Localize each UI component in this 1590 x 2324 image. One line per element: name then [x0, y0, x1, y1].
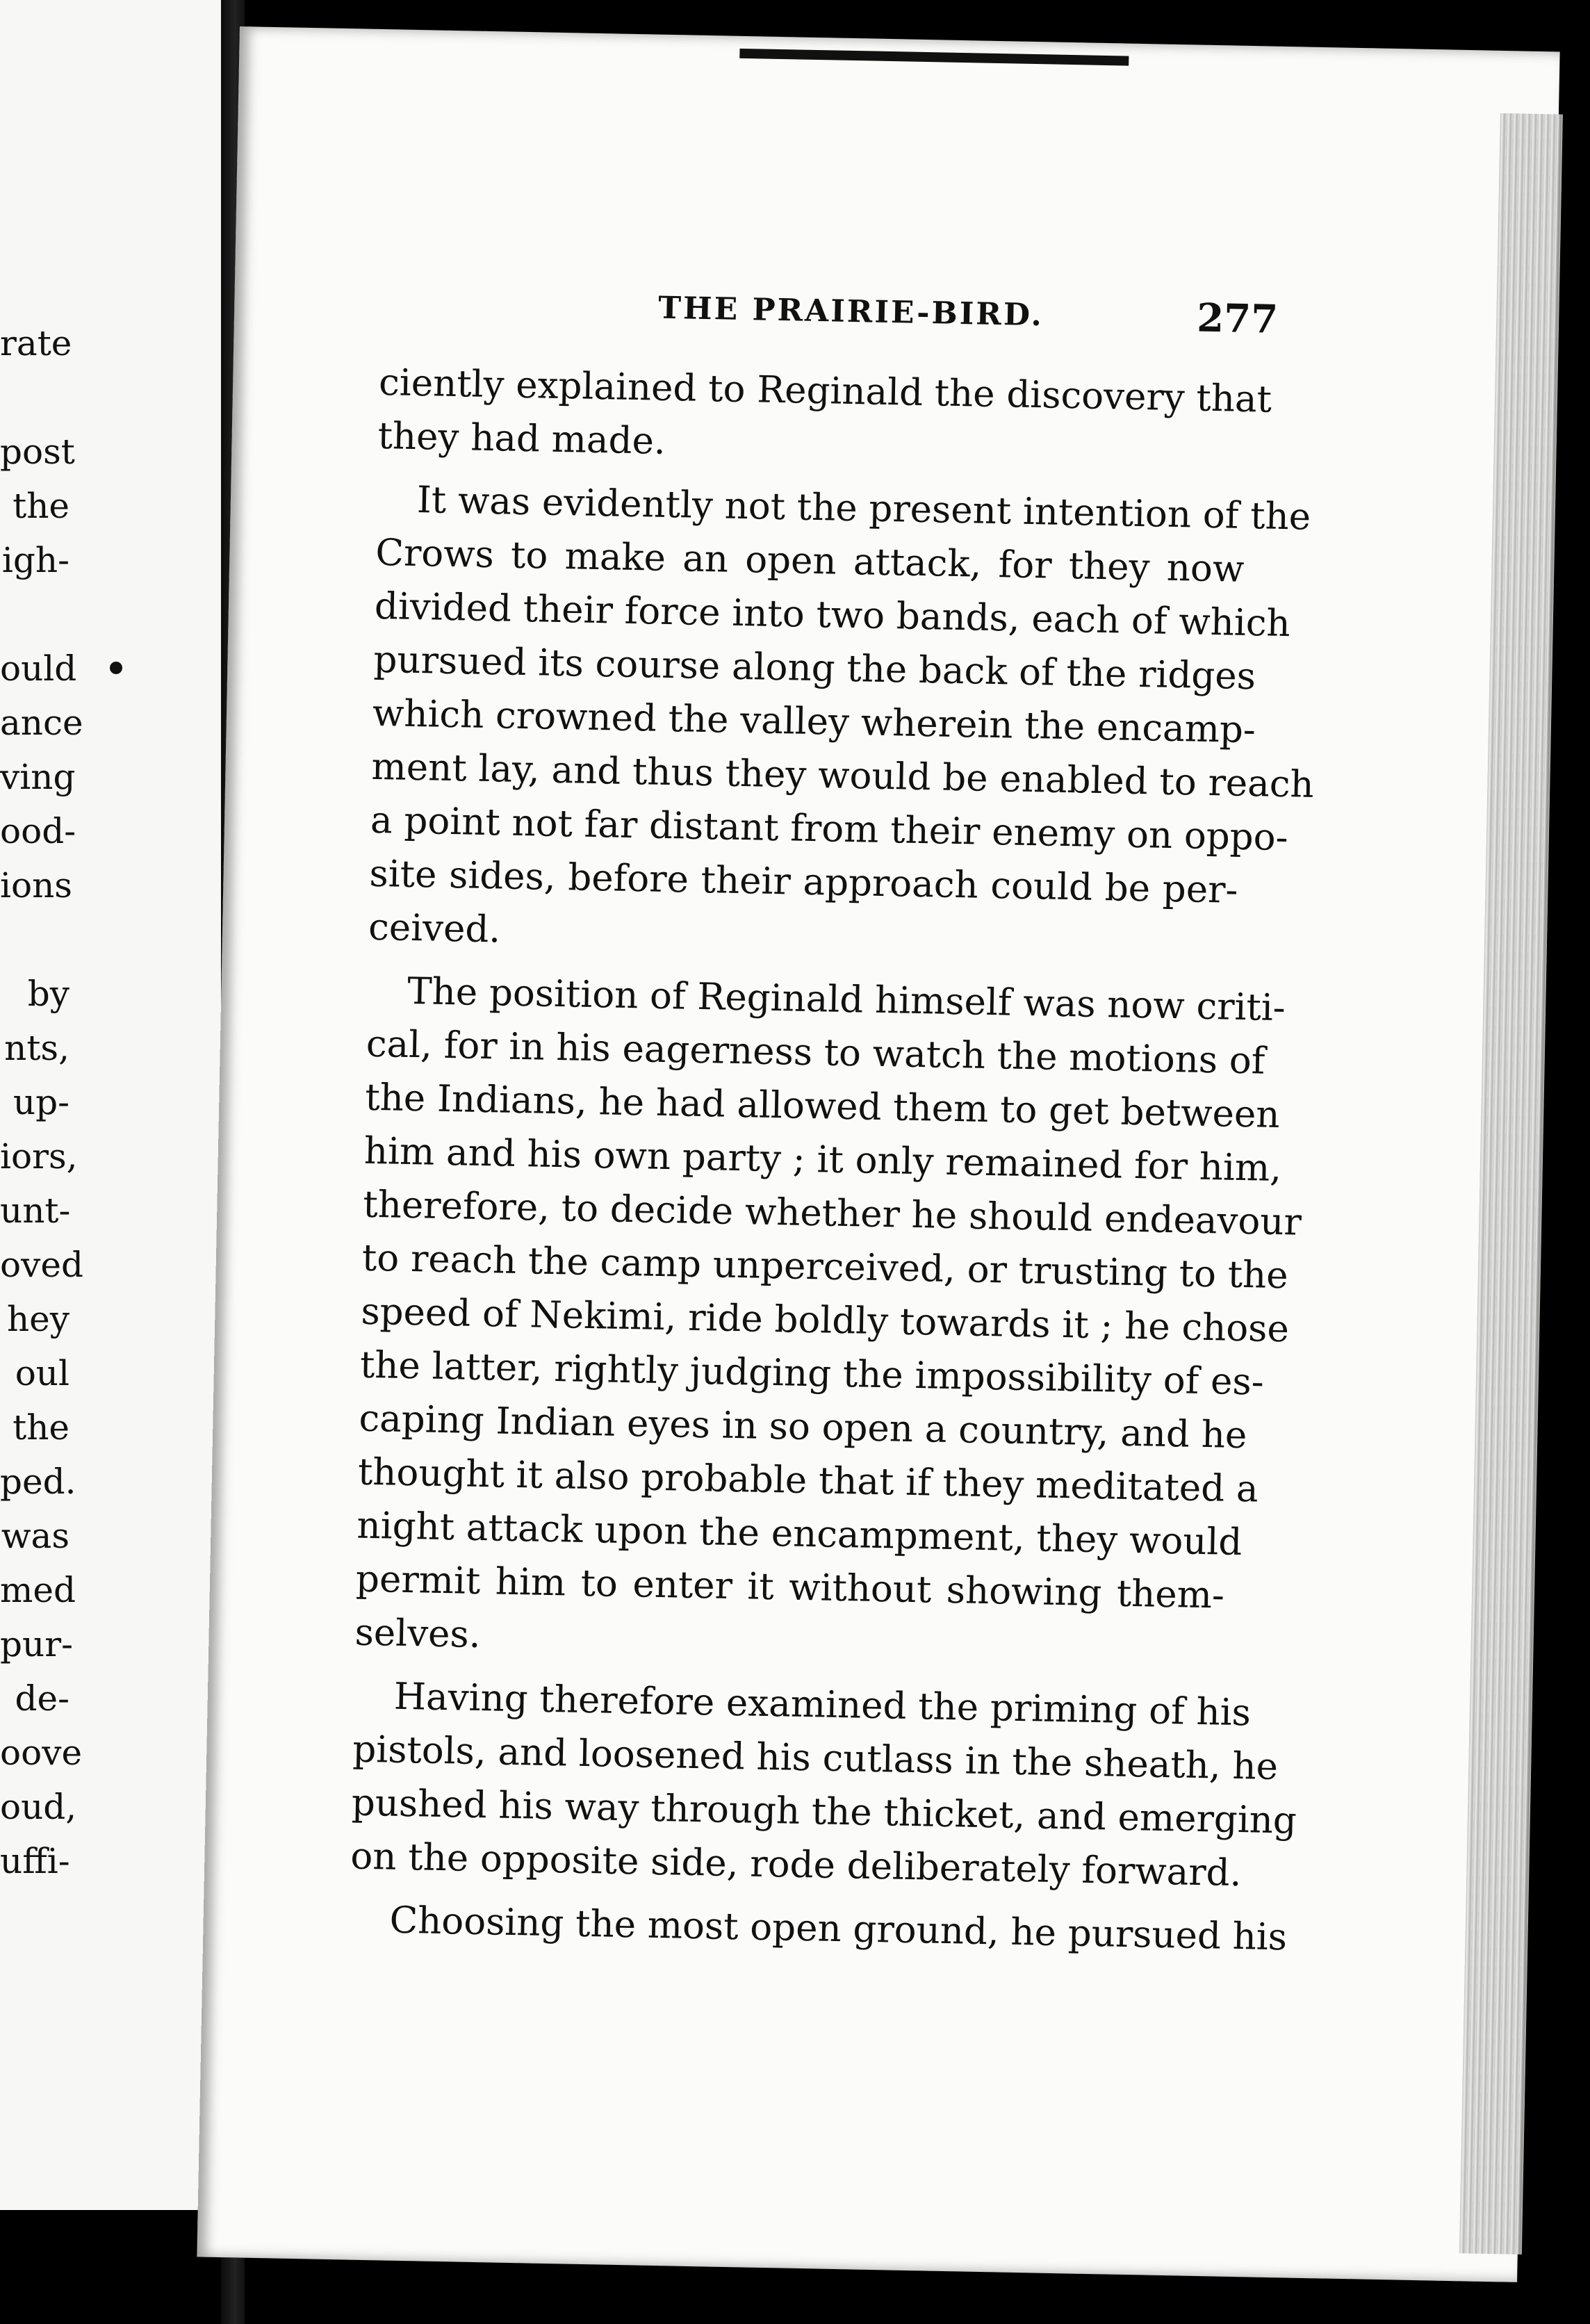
left-page-line-ending: ood- [0, 811, 76, 851]
text-line: The position of Reginald himself was now criti- [407, 969, 1286, 1030]
left-page-line-ending: igh- [1, 540, 69, 580]
left-page-line-ending: nts, [4, 1028, 69, 1068]
paragraph [368, 473, 1315, 971]
left-page-line-ending: by [27, 974, 69, 1014]
text-line: a point not far distant from their enemy on oppo- [370, 799, 1289, 860]
left-page-line-endings [0, 316, 83, 1888]
left-page-line-ending: ould [0, 648, 77, 689]
text-line: pistols, and loosened his cutlass in the sheath, he [352, 1728, 1279, 1789]
left-page-line-ending: oved [0, 1245, 83, 1285]
left-page-line-ending [0, 370, 69, 425]
text-line: the latter, rightly judging the impossibility of es- [359, 1343, 1265, 1404]
text-line: cal, for in his eagerness to watch the motions of [366, 1022, 1265, 1083]
left-page-line-ending: post [0, 432, 75, 472]
text-line: night attack upon the encampment, they would [356, 1504, 1243, 1564]
text-line: thought it also probable that if they meditated a [357, 1450, 1259, 1511]
text-line: the Indians, he had allowed them to get between [364, 1076, 1280, 1137]
page-stack-edge [1459, 113, 1563, 2255]
left-page-line-ending: ions [0, 865, 72, 906]
text-line: caping Indian eyes in so open a country, and he [358, 1397, 1247, 1457]
left-page-line-ending: ance [0, 703, 83, 743]
text-line: Crows to make an open attack, for they now [375, 531, 1245, 591]
left-page-line-ending: med [0, 1570, 76, 1610]
left-page-line-ending: de- [15, 1678, 69, 1719]
text-line: site sides, before their approach could be per- [369, 852, 1238, 912]
paragraph [350, 1669, 1297, 1900]
text-line: ment lay, and thus they would be enabled to reach [370, 745, 1315, 806]
left-page-line-ending: unt- [0, 1190, 71, 1231]
text-line: selves. [354, 1611, 482, 1657]
text-line: him and his own party ; it only remained for him, [363, 1129, 1282, 1190]
running-head [234, 282, 1541, 356]
left-page-line-ending: ving [0, 757, 76, 797]
paragraph [354, 964, 1302, 1676]
left-page-line-ending: hey [6, 1299, 69, 1339]
left-page-line-ending: the [13, 486, 69, 526]
body-text [349, 356, 1315, 1963]
paragraph [349, 1893, 1288, 1963]
text-line: which crowned the valley wherein the encamp- [372, 692, 1256, 752]
left-page-line-ending: up- [13, 1082, 69, 1122]
ink-dot [110, 662, 122, 674]
page-number: 277 [1196, 295, 1279, 343]
left-page-line-ending: pur- [0, 1624, 74, 1664]
left-page-line-ending: was [1, 1516, 69, 1556]
left-page-line-ending: oul [15, 1353, 69, 1393]
text-line: ceived. [368, 906, 501, 951]
left-page-line-ending: oove [0, 1733, 83, 1773]
top-edge-shadow [739, 49, 1129, 66]
text-line: on the opposite side, rode deliberately forward. [350, 1835, 1242, 1895]
running-title: THE PRAIRIE-BIRD. [657, 290, 1044, 334]
left-page-line-ending [0, 913, 69, 967]
text-line: ciently explained to Reginald the discovery that [378, 361, 1272, 421]
text-line: Choosing the most open ground, he pursued his [389, 1899, 1288, 1959]
right-page [197, 26, 1559, 2282]
text-line: to reach the camp unperceived, or trusting to the [361, 1236, 1289, 1298]
text-line: permit him to enter it without showing them- [355, 1557, 1225, 1617]
left-facing-page [0, 0, 233, 2210]
left-page-line-ending: rate [0, 323, 72, 363]
left-page-line-ending [0, 587, 69, 641]
text-line: speed of Nekimi, ride boldly towards it ; he chose [360, 1290, 1290, 1351]
text-line: Having therefore examined the priming of his [393, 1675, 1252, 1735]
left-page-line-ending: uffi- [0, 1841, 70, 1881]
left-page-line-ending: the [13, 1407, 69, 1448]
text-line: divided their force into two bands, each of which [374, 584, 1291, 646]
text-line: pursued its course along the back of the ridges [372, 638, 1256, 698]
text-line: therefore, to decide whether he should endeavour [362, 1183, 1302, 1244]
text-line: pushed his way through the thicket, and emerging [351, 1781, 1297, 1842]
text-line: they had made. [377, 414, 666, 463]
left-page-line-ending: oud, [0, 1787, 77, 1827]
text-line: It was evidently not the present intention of the [416, 479, 1311, 539]
left-page-line-ending: ped. [0, 1462, 76, 1502]
left-page-line-ending: iors, [0, 1136, 78, 1177]
paragraph [377, 356, 1272, 480]
